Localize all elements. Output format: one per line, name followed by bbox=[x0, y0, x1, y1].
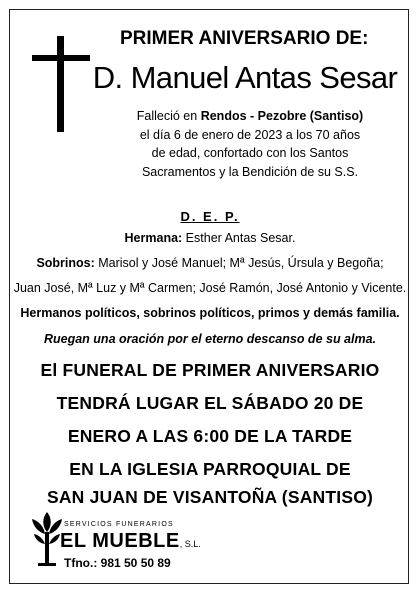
death-notice bbox=[110, 107, 390, 181]
funeral-home-name: EL MUEBLE bbox=[60, 530, 180, 552]
funeral-line-5: SAN JUAN DE VISANTOÑA (SANTISO) bbox=[46, 487, 374, 507]
tree-logo-icon bbox=[30, 510, 64, 568]
prayer-request: Ruegan una oración por el eterno descanso de su alma. bbox=[43, 332, 377, 346]
funeral-home-suffix: , S.L. bbox=[179, 539, 201, 549]
sobrinos-line-2: Juan José, Mª Luz y Mª Carmen; José Ramón, José Antonio y Vicente. bbox=[13, 281, 407, 295]
sobrinos-label: Sobrinos: bbox=[36, 256, 95, 270]
hermana-label: Hermana: bbox=[124, 231, 183, 245]
funeral-home-brand bbox=[60, 530, 201, 553]
death-notice-line4: Sacramentos y la Bendición de su S.S. bbox=[141, 164, 359, 179]
funeral-home-tagline: SERVICIOS FUNERARIOS bbox=[64, 521, 174, 528]
sobrinos-value: Marisol y José Manuel; Mª Jesús, Úrsula y Begoña; bbox=[94, 256, 384, 270]
cross-icon bbox=[57, 36, 64, 132]
funeral-line-3: ENERO A LAS 6:00 DE LA TARDE bbox=[67, 426, 353, 446]
death-place: Rendos - Pezobre (Santiso) bbox=[200, 109, 364, 123]
funeral-line-2: TENDRÁ LUGAR EL SÁBADO 20 DE bbox=[56, 393, 364, 413]
funeral-home-phone: Tfno.: 981 50 50 89 bbox=[64, 556, 171, 570]
other-relatives: Hermanos políticos, sobrinos políticos, primos y demás familia. bbox=[20, 306, 400, 320]
death-notice-line2: el día 6 de enero de 2023 a los 70 años bbox=[139, 127, 361, 142]
deceased-name: D. Manuel Antas Sesar bbox=[92, 60, 398, 95]
death-notice-prefix: Falleció en bbox=[136, 109, 201, 123]
death-notice-line3: de edad, confortado con los Santos bbox=[151, 146, 349, 160]
hermana-line bbox=[10, 231, 410, 245]
funeral-line-1: El FUNERAL DE PRIMER ANIVERSARIO bbox=[40, 360, 380, 380]
anniversary-heading: PRIMER ANIVERSARIO DE: bbox=[120, 28, 369, 49]
hermana-value: Esther Antas Sesar. bbox=[182, 231, 296, 245]
sobrinos-line bbox=[10, 256, 410, 270]
funeral-line-4: EN LA IGLESIA PARROQUIAL DE bbox=[69, 459, 351, 479]
death-notice-line1 bbox=[110, 107, 390, 126]
dep-label: D. E. P. bbox=[180, 209, 240, 224]
